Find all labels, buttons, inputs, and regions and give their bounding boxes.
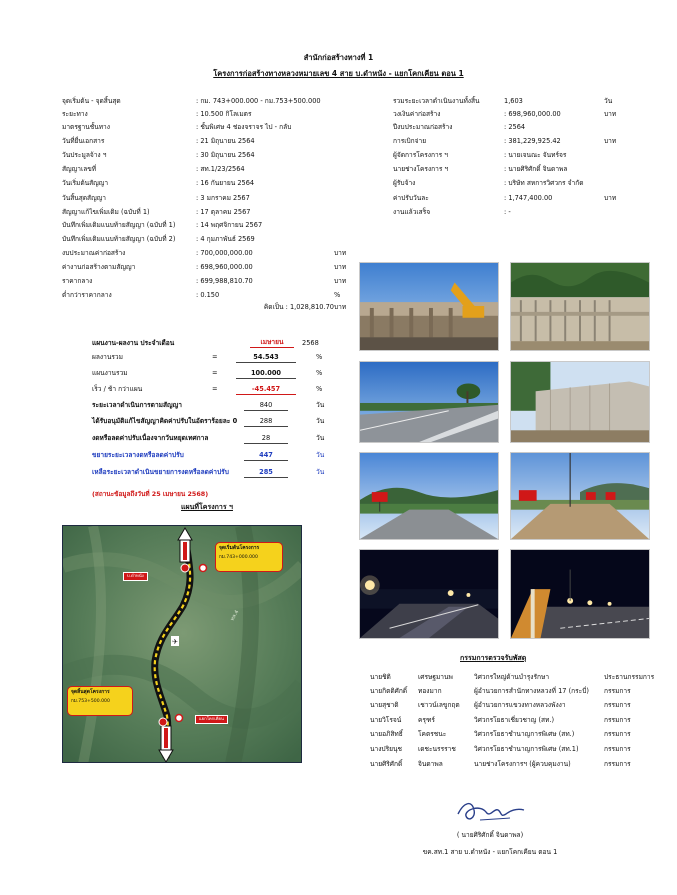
committee-name: นายกิตติศักดิ์ xyxy=(370,687,408,695)
duration-value: 28 xyxy=(244,435,288,444)
committee-surname: ครุฑร์ xyxy=(418,716,435,724)
duration-value: 288 xyxy=(244,418,288,427)
svg-text:ทล.4: ทล.4 xyxy=(229,609,241,622)
committee-name: นางปริยนุช xyxy=(370,745,403,753)
info-value: : กม. 743+000.000 - กม.753+500.000 xyxy=(196,97,321,105)
info-value: : 698,960,000.00 xyxy=(504,110,561,118)
map-title: แผนที่โครงการ ฯ xyxy=(181,503,233,511)
photo-road-barrier xyxy=(359,361,499,443)
committee-position: นายช่างโครงการฯ (ผู้ควบคุมงาน) xyxy=(474,760,571,768)
info-value: : 14 พฤศจิกายน 2567 xyxy=(196,221,263,229)
committee-role: กรรมการ xyxy=(604,745,631,753)
project-title: โครงการก่อสร้างทางหลวงหมายเลข 4 สาย บ.ดำหนัง - แยกโคกเคียน ตอน 1 xyxy=(213,69,464,78)
info-value: : 381,229,925.42 xyxy=(504,137,561,145)
svg-text:✈: ✈ xyxy=(172,638,178,646)
signature-mark xyxy=(450,794,530,828)
duration-label: ได้รับอนุมัติแก้ไขสัญญาคิดค่าปรับในอัตราร้อยละ 0 xyxy=(92,417,238,425)
info-unit: บาท xyxy=(604,137,617,145)
photo-retaining-wall xyxy=(510,361,650,443)
progress-value: -45.457 xyxy=(236,386,296,395)
info-unit: บาท xyxy=(334,303,347,311)
info-value: : 17 ตุลาคม 2567 xyxy=(196,208,251,216)
committee-name: นายศิริศักดิ์ xyxy=(370,760,403,768)
progress-month: เมษายน xyxy=(250,339,294,348)
duration-label: ระยะเวลาดำเนินการตามสัญญา xyxy=(92,401,182,409)
committee-surname: ทองมาก xyxy=(418,687,442,695)
start-marker-icon xyxy=(181,564,189,572)
committee-surname: จินดาพล xyxy=(418,760,443,768)
info-value: 1,603 xyxy=(504,97,523,105)
info-label: สัญญาแก้ไขเพิ่มเติม (ฉบับที่ 1) xyxy=(62,208,150,216)
photo-bridge-construction xyxy=(359,262,499,351)
duration-label: เหลือระยะเวลาดำเนินขยายการงดหรือลดค่าปรับ xyxy=(92,468,229,476)
duration-value: 447 xyxy=(244,452,288,461)
project-map xyxy=(62,525,302,763)
info-label: มาตรฐานชั้นทาง xyxy=(62,123,110,131)
committee-surname: เศรษฐมานพ xyxy=(418,673,453,681)
info-label: การเบิกจ่าย xyxy=(393,137,427,145)
photo-night-road-barrier xyxy=(510,549,650,639)
info-label: บันทึกเพิ่มเติมแนบท้ายสัญญา (ฉบับที่ 1) xyxy=(62,221,176,229)
info-label: นายช่างโครงการ ฯ xyxy=(393,165,449,173)
committee-role: กรรมการ xyxy=(604,716,631,724)
info-unit: บาท xyxy=(604,194,617,202)
info-unit: บาท xyxy=(334,277,347,285)
committee-position: วิศวกรโยธาชำนาญการพิเศษ (สท.) xyxy=(474,730,575,738)
info-label: วันที่ยื่นเอกสาร xyxy=(62,137,105,145)
info-label: ผู้รับจ้าง xyxy=(393,179,416,187)
duration-label: ขยายระยะเวลางดหรือลดค่าปรับ xyxy=(92,451,184,459)
progress-unit: % xyxy=(316,369,323,377)
duration-unit: วัน xyxy=(316,451,325,459)
info-value: : 699,988,810.70 xyxy=(196,277,253,285)
info-value: : นายเจนณะ จันทร์จร xyxy=(504,151,567,159)
progress-year: 2568 xyxy=(302,339,319,347)
info-label: ผู้จัดการโครงการ ฯ xyxy=(393,151,448,159)
progress-value: 100.000 xyxy=(236,370,296,379)
info-label: ต่ำกว่าราคากลาง xyxy=(62,291,112,299)
info-label: ราคากลาง xyxy=(62,277,93,285)
committee-position: วิศวกรโยธาเชี่ยวชาญ (สท.) xyxy=(474,716,555,724)
info-value: : 698,960,000.00 xyxy=(196,263,253,271)
info-label: บันทึกเพิ่มเติมแนบท้ายสัญญา (ฉบับที่ 2) xyxy=(62,235,176,243)
info-unit: บาท xyxy=(334,263,347,271)
info-label: ค่างานก่อสร้างตามสัญญา xyxy=(62,263,136,271)
committee-role: กรรมการ xyxy=(604,730,631,738)
duration-unit: วัน xyxy=(316,401,325,409)
info-unit: บาท xyxy=(334,249,347,257)
end-marker-icon xyxy=(159,718,167,726)
info-unit: % xyxy=(334,291,341,299)
info-value: : - xyxy=(504,208,511,216)
info-value: : 700,000,000.00 xyxy=(196,249,253,257)
progress-eq: = xyxy=(212,369,218,377)
info-value: : 0.150 xyxy=(196,291,220,299)
start-callout xyxy=(215,542,283,572)
committee-name: นายชิติ xyxy=(370,673,391,681)
duration-unit: วัน xyxy=(316,417,325,425)
committee-role: กรรมการ xyxy=(604,701,631,709)
duration-unit: วัน xyxy=(316,468,325,476)
committee-position: ผู้อำนวยการสำนักทางหลวงที่ 17 (กระบี่) xyxy=(474,687,589,695)
end-label: จุดสิ้นสุดโครงการ xyxy=(71,689,110,695)
info-value: : ชั้นพิเศษ 4 ช่องจราจร ไป - กลับ xyxy=(196,123,292,131)
photo-road-mountains xyxy=(359,452,499,540)
duration-label: งดหรือลดค่าปรับเนื่องจากวันหยุดเทศกาล xyxy=(92,434,209,442)
committee-position: ผู้อำนวยการแขวงทางหลวงพังงา xyxy=(474,701,566,709)
committee-surname: โคตรชนะ xyxy=(418,730,447,738)
location-pin-icon-2 xyxy=(176,715,183,722)
info-label: วันประมูลจ้าง ฯ xyxy=(62,151,107,159)
info-value: : 1,747,400.00 xyxy=(504,194,553,202)
committee-position: วิศวกรใหญ่ด้านบำรุงรักษา xyxy=(474,673,550,681)
start-label: จุดเริ่มต้นโครงการ xyxy=(219,545,260,551)
progress-title: แผนงาน-ผลงาน ประจำเดือน xyxy=(92,339,175,347)
progress-eq: = xyxy=(212,353,218,361)
committee-name: นายอภิสิทธิ์ xyxy=(370,730,403,738)
progress-label: ผลงานรวม xyxy=(92,353,123,361)
info-label: วันเริ่มต้นสัญญา xyxy=(62,179,109,187)
photo-road-works-signs xyxy=(510,452,650,540)
committee-surname: เดชะนรรราช xyxy=(418,745,456,753)
duration-value: 840 xyxy=(244,402,288,411)
info-value: : นายศิริศักดิ์ จินดาพล xyxy=(504,165,568,173)
info-label: รวมระยะเวลาดำเนินงานทั้งสิ้น xyxy=(393,97,480,105)
committee-position: วิศวกรโยธาชำนาญการพิเศษ (สท.1) xyxy=(474,745,579,753)
status-note: (สถานะข้อมูลถึงวันที่ 25 เมษายน 2568) xyxy=(92,490,209,498)
info-label: งานแล้วเสร็จ xyxy=(393,208,431,216)
progress-label: แผนงานรวม xyxy=(92,369,128,377)
place-tag-top: บ.ดำหนัง xyxy=(123,572,148,581)
committee-name: นายสุชาติ xyxy=(370,701,399,709)
signature-position: ขค.สท.1 สาย บ.ดำหนัง - แยกโคกเคียน ตอน 1 xyxy=(422,848,558,856)
info-label: ปีงบประมาณก่อสร้าง xyxy=(393,123,453,131)
office-title: สำนักก่อสร้างทางที่ 1 xyxy=(303,53,374,62)
duration-unit: วัน xyxy=(316,434,325,442)
info-label: วันสิ้นสุดสัญญา xyxy=(62,194,107,202)
info-value: : สท.1/23/2564 xyxy=(196,165,245,173)
info-value: : 21 มิถุนายน 2564 xyxy=(196,137,255,145)
info-value: : 4 กุมภาพันธ์ 2569 xyxy=(196,235,255,243)
info-value: : 2564 xyxy=(504,123,526,131)
info-value: : 3 มกราคม 2567 xyxy=(196,194,250,202)
start-km: กม.743+000.000 xyxy=(219,554,258,560)
info-value: คิดเป็น : 1,028,810.70 xyxy=(263,303,334,311)
duration-value: 285 xyxy=(244,469,288,478)
committee-surname: เชาวน์เลขูกฤต xyxy=(418,701,460,709)
committee-name: นายวิโรจน์ xyxy=(370,716,402,724)
committee-role: กรรมการ xyxy=(604,760,631,768)
photo-abutment-formwork xyxy=(510,262,650,351)
place-tag-bottom: แยกโคกเคียน xyxy=(195,715,228,724)
info-value: : 10.500 กิโลเมตร xyxy=(196,110,252,118)
info-label: ค่าปรับวันละ xyxy=(393,194,429,202)
info-label: วงเงินค่าก่อสร้าง xyxy=(393,110,441,118)
info-label: งบประมาณค่าก่อสร้าง xyxy=(62,249,126,257)
info-label: ระยะทาง xyxy=(62,110,88,118)
info-value: : บริษัท สหการวิศวกร จำกัด xyxy=(504,179,584,187)
end-km: กม.753+500.000 xyxy=(71,698,110,704)
committee-role: ประธานกรรมการ xyxy=(604,673,655,681)
info-label: สัญญาเลขที่ xyxy=(62,165,97,173)
info-unit: วัน xyxy=(604,97,613,105)
progress-value: 54.543 xyxy=(236,354,296,363)
info-label: จุดเริ่มต้น - จุดสิ้นสุด xyxy=(62,97,121,105)
info-value: : 30 มิถุนายน 2564 xyxy=(196,151,255,159)
location-pin-icon xyxy=(200,565,207,572)
signature-name: ( นายศิริศักดิ์ จินดาพล) xyxy=(456,831,524,839)
committee-role: กรรมการ xyxy=(604,687,631,695)
progress-eq: = xyxy=(212,385,218,393)
progress-label: เร็ว / ช้า กว่าแผน xyxy=(92,385,143,393)
progress-unit: % xyxy=(316,385,323,393)
photo-night-road-lights xyxy=(359,549,499,639)
end-callout xyxy=(67,686,133,716)
info-unit: บาท xyxy=(604,110,617,118)
committee-title: กรรมการตรวจรับพัสดุ xyxy=(460,654,527,662)
info-value: : 16 กันยายน 2564 xyxy=(196,179,255,187)
progress-unit: % xyxy=(316,353,323,361)
